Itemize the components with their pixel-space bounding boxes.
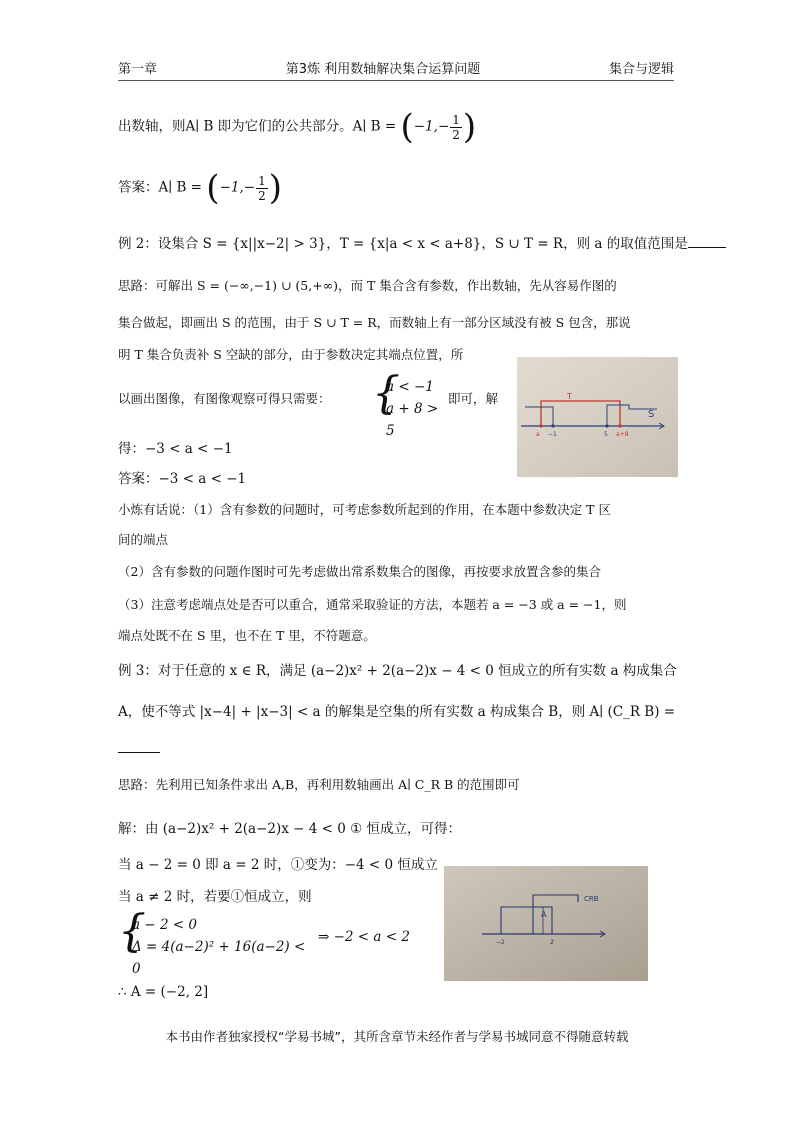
continuation-text: 出数轴，则A∣ B 即为它们的公共部分。A∣ B = <box>118 118 397 135</box>
continuation-line: 出数轴，则A∣ B 即为它们的公共部分。A∣ B = (−1,− $\frac{1}{2}$ ) <box>118 107 477 147</box>
example-2-idea-line-2: 集合做起，即画出 S 的范围，由于 S ∪ T = R，而数轴上有一部分区域没有被 S 包含，那说 <box>118 315 631 330</box>
example-2-idea-line-1: 思路：可解出 S = (−∞,−1) ∪ (5,+∞)，而 T 集合含有参数，作出数轴，先从容易作图的 <box>118 278 617 293</box>
answer-1: 答案：A∣ B = (−1,− $\frac{1}{2}$ ) <box>118 168 282 208</box>
example-2-idea-line-3: 明 T 集合负责补 S 空缺的部分，由于参数决定其端点位置，所 <box>118 347 464 362</box>
photo2-label-CrB: CRB <box>584 895 599 903</box>
example-2-system: { a < −1 a + 8 > 5 <box>372 368 439 439</box>
example-3-line-1: 例 3：对于任意的 x ∈ R，满足 (a−2)x² + 2(a−2)x − 4 < 0 恒成立的所有实数 a 构成集合 <box>118 663 677 679</box>
page-footer: 本书由作者独家授权“学易书城”，其所含章节未经作者与学易书城同意不得随意转载 <box>165 1029 629 1044</box>
photo1-tick-a: a <box>536 431 540 438</box>
photo1-label-T: T <box>567 392 572 401</box>
photo1-tick-5: 5 <box>604 431 608 438</box>
header-divider <box>118 80 674 81</box>
page-header <box>118 57 674 77</box>
example-3-system-result: ⇒ −2 < a < 2 <box>318 929 410 945</box>
example-3-solution-1: 解：由 (a−2)x² + 2(a−2)x − 4 < 0 ① 恒成立，可得： <box>118 821 462 837</box>
example-3-line-2: A，使不等式 |x−4| + |x−3| < a 的解集是空集的所有实数 a 构成集合 B，则 A∣ (C_R B) = <box>118 704 676 720</box>
tips-line-2: 间的端点 <box>118 532 169 547</box>
fraction: $\frac{1}{2}$ <box>452 112 460 142</box>
photo2-tick-minus2: −2 <box>496 939 505 946</box>
answer-blank <box>688 235 726 248</box>
number-line-photo-1 <box>517 357 678 477</box>
example-2-answer: 答案：−3 < a < −1 <box>118 471 247 487</box>
example-2-solution: 得：−3 < a < −1 <box>118 441 233 457</box>
example-3-solution-3: 当 a ≠ 2 时，若要①恒成立，则 <box>118 889 312 905</box>
photo1-label-S: S <box>648 409 655 420</box>
photo1-tick-minus1: −1 <box>548 431 557 438</box>
example-2-idea-line-4-end: 即可，解 <box>448 391 499 406</box>
answer-1-label: 答案：A∣ B = <box>118 179 202 196</box>
tips-line-3: （2）含有参数的问题作图时可先考虑做出常系数集合的图像，再按要求放置含参的集合 <box>118 564 601 579</box>
example-3-solution-2: 当 a − 2 = 0 即 a = 2 时，①变为：−4 < 0 恒成立 <box>118 857 438 873</box>
photo1-tick-a8: a+8 <box>616 431 629 438</box>
photo2-tick-2: 2 <box>550 939 554 946</box>
example-2-title: 例 2：设集合 S = {x||x−2| > 3}，T = {x|a < x < a+8}，S ∪ T = R，则 a 的取值范围是 <box>118 232 726 252</box>
example-3-idea: 思路：先利用已知条件求出 A,B，再利用数轴画出 A∣ C_R B 的范围即可 <box>118 777 520 792</box>
header-topic: 集合与逻辑 <box>608 61 674 77</box>
tips-line-1: 小炼有话说：（1）含有参数的问题时，可考虑参数所起到的作用，在本题中参数决定 T 区 <box>118 502 611 517</box>
fraction: $\frac{1}{2}$ <box>258 173 266 203</box>
example-3-solution-4: ∴ A = (−2, 2] <box>118 984 209 1000</box>
header-title: 第3炼 利用数轴解决集合运算问题 <box>285 61 481 77</box>
tips-line-4: （3）注意考虑端点处是否可以重合，通常采取验证的方法，本题若 a = −3 或 a = −1，则 <box>118 597 627 612</box>
answer-blank-2 <box>118 738 160 757</box>
example-3-system: { a − 2 < 0 Δ = 4(a−2)² + 16(a−2) < 0 <box>118 906 306 977</box>
photo2-label-A: A <box>541 910 547 919</box>
tips-line-5: 端点处既不在 S 里，也不在 T 里，不符题意。 <box>118 628 376 643</box>
header-chapter: 第一章 <box>118 61 158 77</box>
example-2-idea-line-4: 以画出图像，有图像观察可得只需要： <box>118 391 331 406</box>
number-line-photo-2 <box>444 866 648 981</box>
